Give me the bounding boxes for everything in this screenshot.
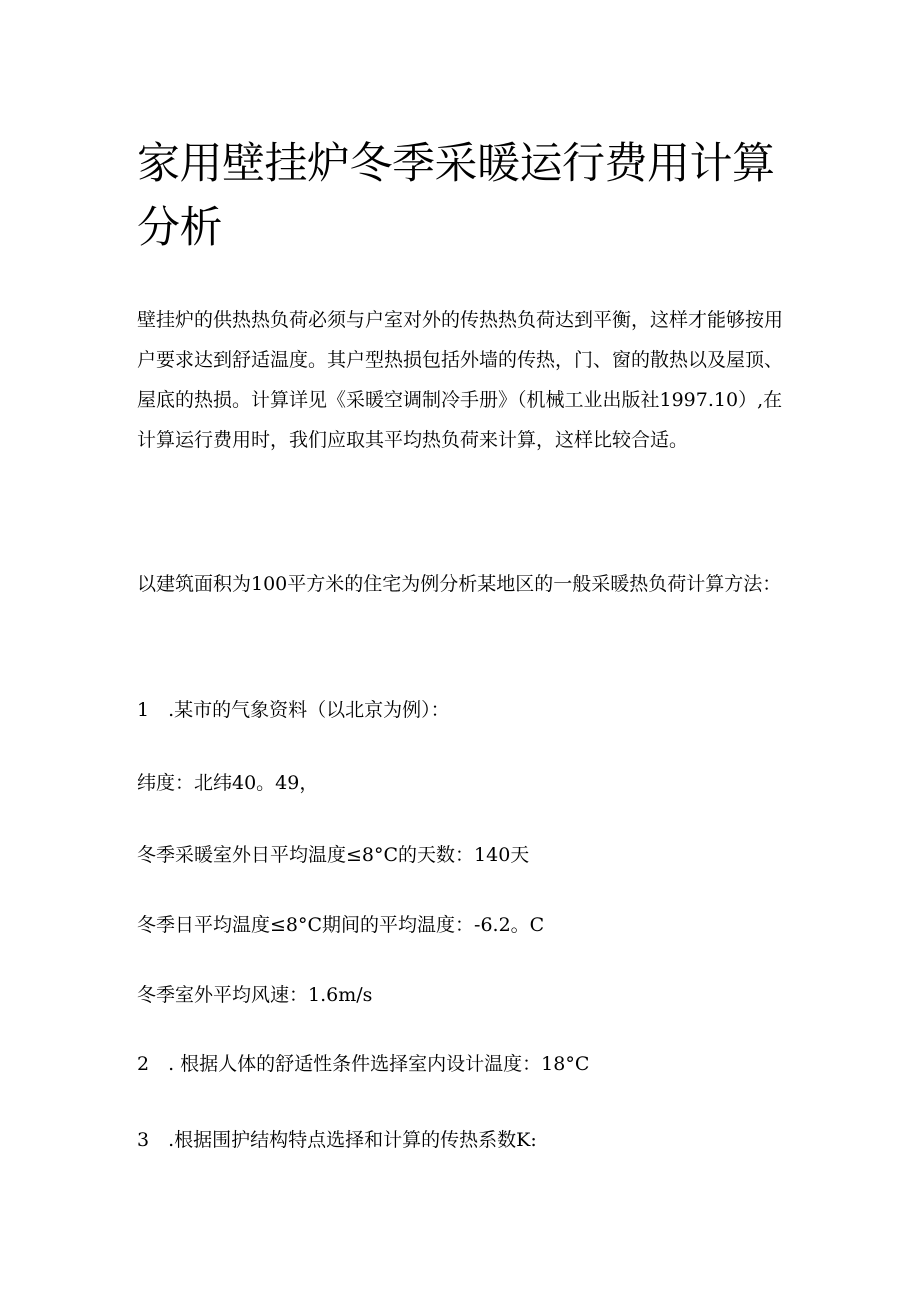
intro-paragraph: 壁挂炉的供热热负荷必须与户室对外的传热热负荷达到平衡，这样才能够按用户要求达到舒适温度。其户型热损包括外墙的传热，门、窗的散热以及屋顶、屋底的热损。计算详见《采暖空调制冷手册》（机械工业出版社1997.10）,在计算运行费用时，我们应取其平均热负荷来计算，这样比较合适。 bbox=[137, 309, 784, 451]
latitude-line: 纬度：北纬40。49， bbox=[137, 772, 319, 794]
section-3-heading: 3 .根据围护结构特点选择和计算的传热系数K: bbox=[137, 1129, 537, 1151]
wind-speed-line: 冬季室外平均风速：1.6m∕s bbox=[137, 984, 373, 1006]
average-temperature-line: 冬季日平均温度≤8°C期间的平均温度：-6.2。C bbox=[137, 914, 545, 936]
document-title: 家用壁挂炉冬季采暖运行费用计算分析 bbox=[137, 139, 775, 253]
section-1-heading: 1 .某市的气象资料（以北京为例）： bbox=[137, 699, 450, 721]
section-2-heading: 2 . 根据人体的舒适性条件选择室内设计温度：18°C bbox=[137, 1053, 590, 1075]
method-paragraph: 以建筑面积为100平方米的住宅为例分析某地区的一般采暖热负荷计算方法： bbox=[137, 573, 782, 595]
heating-days-line: 冬季采暖室外日平均温度≤8°C的天数：140天 bbox=[137, 844, 530, 866]
